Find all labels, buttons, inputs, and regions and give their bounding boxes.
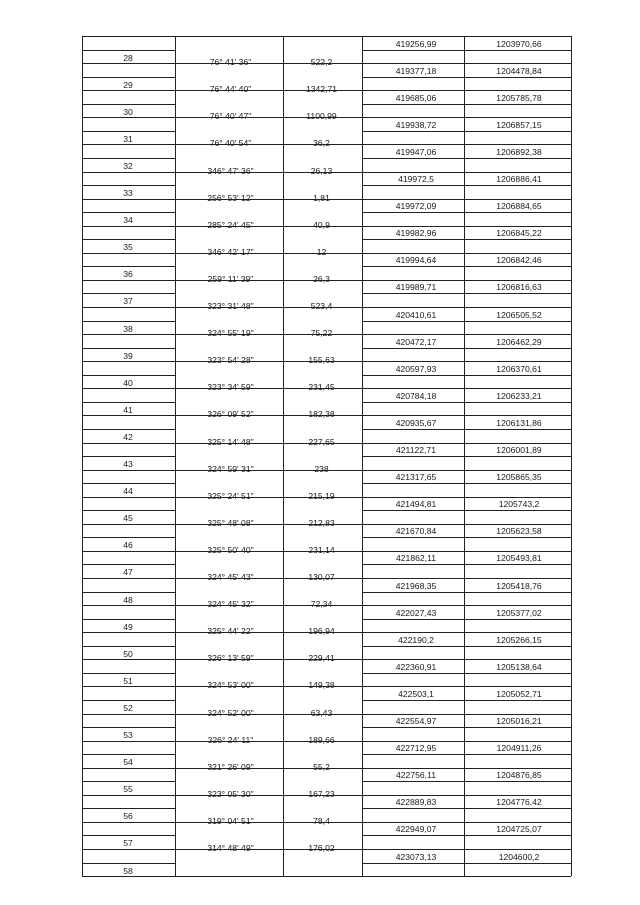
coordinate-x: 422027,43 (395, 607, 437, 618)
segment-distance: 196,94 (308, 626, 335, 637)
direction-angle: 314° 48' 49" (207, 843, 254, 853)
coordinate-x: 422360,91 (395, 661, 437, 672)
coordinate-y: 1206884,65 (496, 201, 542, 212)
coordinate-y: 1205865,35 (496, 472, 542, 483)
coordinate-x: 421122,71 (396, 445, 436, 456)
coordinate-x: 422712,95 (395, 743, 437, 754)
direction-angle: 259° 11' 39" (207, 273, 254, 284)
segment-divider (82, 592, 175, 593)
coordinate-x: 422554,97 (395, 716, 437, 727)
coord-divider (362, 348, 571, 349)
segment-distance: 523,4 (310, 301, 333, 311)
direction-angle: 323° 54' 28" (207, 355, 254, 366)
coordinate-x: 419972,5 (398, 174, 434, 185)
direction-angle: 324° 52' 00" (207, 707, 254, 718)
coord-divider (362, 77, 571, 78)
segment-distance: 238 (314, 463, 329, 474)
coord-divider (362, 808, 571, 809)
direction-angle: 326° 09' 52" (207, 409, 254, 420)
coordinate-y: 1206001,89 (496, 445, 542, 456)
segment-divider (82, 50, 175, 51)
segment-distance: 75,22 (310, 328, 333, 339)
coord-divider (362, 185, 571, 186)
coordinate-y: 1205493,81 (496, 553, 542, 564)
segment-divider (82, 104, 175, 105)
coordinate-y: 1206505,52 (496, 309, 542, 320)
segment-distance: 229,41 (308, 653, 335, 664)
segment-divider (82, 483, 175, 484)
segment-distance: 26,13 (310, 165, 333, 176)
coordinate-y: 1205785,78 (496, 92, 542, 103)
segment-distance: 26,3 (313, 273, 330, 284)
coordinate-y: 1204876,85 (496, 770, 542, 781)
coordinate-x: 421494,81 (395, 499, 437, 510)
point-number: 58 (123, 865, 133, 876)
segment-distance: 167,23 (308, 788, 335, 799)
coordinate-x: 419982,96 (395, 228, 437, 239)
direction-angle: 76° 40' 54" (209, 138, 252, 149)
coordinate-y: 1206131,86 (496, 417, 542, 428)
direction-angle: 325° 14' 48" (207, 436, 254, 447)
coord-divider (362, 754, 571, 755)
point-number: 55 (123, 784, 133, 795)
coordinate-x: 420597,93 (395, 363, 437, 374)
direction-angle: 325° 48' 08" (207, 517, 254, 528)
coordinate-y: 1205418,76 (496, 580, 542, 591)
coord-divider (362, 131, 571, 132)
coordinate-x: 420472,17 (395, 336, 437, 347)
coordinate-x: 419972,09 (395, 201, 437, 212)
coord-divider (362, 781, 571, 782)
segment-distance: 1342,71 (305, 84, 338, 95)
segment-distance: 1,81 (313, 192, 330, 203)
coordinate-y: 1204600,2 (498, 851, 540, 862)
coord-divider (362, 104, 571, 105)
direction-angle: 321° 26' 09" (207, 761, 254, 772)
point-number: 34 (123, 215, 133, 226)
direction-angle: 256° 53' 12" (207, 192, 254, 203)
segment-distance: 149,38 (308, 680, 335, 691)
segment-divider (82, 564, 175, 565)
coord-divider (362, 835, 571, 836)
segment-distance: 72,34 (310, 599, 333, 610)
direction-angle: 324° 45' 43" (207, 572, 254, 582)
segment-distance: 176,02 (308, 843, 335, 853)
segment-distance: 36,2 (313, 138, 330, 149)
point-number: 39 (123, 350, 133, 361)
segment-divider (82, 77, 175, 78)
coord-divider (362, 293, 571, 294)
coord-divider (362, 537, 571, 538)
coord-divider (362, 592, 571, 593)
coord-divider (362, 402, 571, 403)
segment-divider (82, 754, 175, 755)
point-number: 31 (123, 133, 133, 144)
coordinate-x: 422503,1 (398, 688, 434, 699)
coord-divider (362, 158, 571, 159)
segment-divider (82, 863, 175, 864)
segment-divider (82, 835, 175, 836)
point-number: 35 (123, 242, 133, 253)
point-number: 48 (123, 594, 133, 605)
point-number: 29 (123, 79, 133, 90)
coordinate-y: 1205138,64 (496, 661, 542, 672)
point-number: 45 (123, 513, 133, 524)
point-number: 32 (123, 160, 133, 171)
coord-divider (362, 619, 571, 620)
table-column-line (571, 36, 572, 876)
point-number: 42 (123, 431, 133, 442)
coordinate-x: 421862,11 (396, 553, 436, 564)
segment-divider (82, 537, 175, 538)
segment-divider (82, 619, 175, 620)
segment-distance: 78,4 (313, 815, 330, 826)
coord-divider (362, 239, 571, 240)
point-number: 44 (123, 486, 133, 497)
coordinate-x: 421968,35 (395, 580, 437, 591)
segment-divider (82, 781, 175, 782)
point-number: 28 (123, 52, 133, 63)
point-number: 38 (123, 323, 133, 334)
coordinate-x: 420784,18 (395, 390, 437, 401)
segment-divider (82, 510, 175, 511)
coordinate-x: 422949,07 (395, 824, 437, 835)
coord-divider (362, 564, 571, 565)
coordinate-y: 1206842,46 (496, 255, 542, 266)
direction-angle: 285° 24' 45" (207, 219, 254, 230)
direction-angle: 325° 50' 40" (207, 544, 254, 555)
segment-divider (82, 158, 175, 159)
coord-divider (362, 50, 571, 51)
segment-distance: 231,14 (308, 544, 335, 555)
coord-divider (362, 375, 571, 376)
segment-divider (82, 808, 175, 809)
point-number: 43 (123, 459, 133, 470)
segment-distance: 40,9 (313, 219, 330, 230)
table-bottom-line (82, 876, 571, 877)
coordinate-y: 1203970,66 (496, 38, 542, 49)
coordinate-x: 419994,64 (395, 255, 437, 266)
point-number: 53 (123, 730, 133, 741)
coordinate-y: 1205623,58 (496, 526, 542, 537)
coord-divider (362, 863, 571, 864)
coordinate-y: 1206845,22 (496, 228, 542, 239)
coord-divider (362, 429, 571, 430)
row-divider (82, 36, 571, 37)
segment-distance: 182,38 (308, 409, 335, 420)
segment-distance: 63,43 (310, 707, 333, 718)
coordinate-x: 421670,84 (395, 526, 437, 537)
coordinate-y: 1206892,38 (496, 146, 542, 157)
point-number: 57 (123, 838, 133, 849)
table-column-line (175, 36, 176, 876)
coordinate-x: 419256,99 (395, 38, 437, 49)
coordinate-y: 1206816,63 (496, 282, 542, 293)
point-number: 41 (123, 404, 133, 415)
coord-divider (362, 673, 571, 674)
segment-divider (82, 239, 175, 240)
direction-angle: 324° 59' 31" (207, 463, 254, 474)
coordinate-y: 1206233,21 (496, 390, 542, 401)
coordinate-x: 422889,83 (395, 797, 437, 808)
coordinate-y: 1205016,21 (496, 716, 542, 727)
direction-angle: 324° 55' 19" (207, 328, 254, 339)
segment-divider (82, 673, 175, 674)
segment-distance: 1100,99 (306, 111, 337, 122)
coordinate-x: 422190,2 (398, 634, 434, 645)
coordinate-y: 1206370,61 (496, 363, 542, 374)
point-number: 56 (123, 811, 133, 822)
segment-distance: 231,45 (308, 382, 335, 393)
segment-divider (82, 321, 175, 322)
coord-divider (362, 321, 571, 322)
segment-distance: 130,07 (308, 572, 335, 582)
coordinate-y: 1204776,42 (496, 797, 542, 808)
segment-divider (82, 402, 175, 403)
direction-angle: 324° 45' 32" (207, 599, 254, 610)
point-number: 49 (123, 621, 133, 632)
segment-distance: 215,19 (308, 490, 335, 501)
segment-divider (82, 646, 175, 647)
segment-divider (82, 212, 175, 213)
coordinate-x: 420410,61 (395, 309, 437, 320)
point-number: 54 (123, 757, 133, 768)
point-number: 37 (123, 296, 133, 307)
direction-angle: 76° 40' 47" (209, 111, 252, 122)
coordinate-x: 419377,18 (395, 65, 437, 76)
coordinate-y: 1204725,07 (496, 824, 542, 835)
point-number: 46 (123, 540, 133, 551)
coordinate-y: 1204478,84 (496, 65, 542, 76)
coord-divider (362, 456, 571, 457)
segment-distance: 522,2 (310, 57, 333, 68)
segment-distance: 55,2 (313, 761, 330, 772)
point-number: 33 (123, 188, 133, 199)
coordinate-x: 419989,71 (395, 282, 437, 293)
direction-angle: 325° 44' 22" (207, 626, 254, 637)
point-number: 36 (123, 269, 133, 280)
segment-divider (82, 293, 175, 294)
coordinate-x: 423073,13 (395, 851, 437, 862)
coordinate-y: 1205052,71 (496, 688, 542, 699)
point-number: 40 (123, 377, 133, 388)
point-number: 47 (123, 567, 133, 578)
segment-distance: 12 (316, 246, 327, 257)
coordinate-y: 1206462,29 (496, 336, 542, 347)
coordinate-y: 1206857,15 (496, 119, 542, 130)
coordinate-x: 421317,65 (395, 472, 437, 483)
coord-divider (362, 727, 571, 728)
direction-angle: 346° 42' 17" (207, 246, 254, 257)
point-number: 52 (123, 702, 133, 713)
coordinate-x: 419938,72 (395, 119, 437, 130)
direction-angle: 323° 34' 59" (207, 382, 254, 393)
coord-divider (362, 483, 571, 484)
segment-distance: 189,66 (308, 734, 335, 745)
segment-divider (82, 429, 175, 430)
segment-divider (82, 266, 175, 267)
segment-distance: 155,63 (308, 355, 335, 366)
coordinate-x: 419685,06 (395, 92, 437, 103)
segment-divider (82, 456, 175, 457)
direction-angle: 326° 24' 11" (207, 734, 254, 745)
segment-divider (82, 375, 175, 376)
coordinate-y: 1205266,15 (496, 634, 542, 645)
direction-angle: 323° 05' 30" (207, 788, 254, 799)
coord-divider (362, 266, 571, 267)
direction-angle: 323° 31' 48" (207, 301, 254, 311)
coordinate-x: 422756,11 (396, 770, 436, 781)
segment-divider (82, 348, 175, 349)
point-number: 51 (123, 675, 133, 686)
table-column-line (283, 36, 284, 876)
segment-divider (82, 131, 175, 132)
coordinate-y: 1206886,41 (496, 174, 542, 185)
segment-divider (82, 700, 175, 701)
direction-angle: 76° 41' 36" (209, 57, 252, 68)
segment-divider (82, 727, 175, 728)
coord-divider (362, 510, 571, 511)
direction-angle: 326° 13' 59" (207, 653, 254, 664)
direction-angle: 325° 24' 51" (207, 490, 254, 501)
direction-angle: 346° 47' 36" (207, 165, 254, 176)
coordinate-x: 419947,06 (395, 146, 437, 157)
coord-divider (362, 212, 571, 213)
coord-divider (362, 646, 571, 647)
direction-angle: 319° 04' 51" (207, 815, 254, 826)
segment-distance: 227,65 (308, 436, 335, 447)
coordinate-y: 1205377,02 (496, 607, 542, 618)
point-number: 50 (123, 648, 133, 659)
coordinate-y: 1204911,26 (496, 743, 542, 754)
segment-distance: 212,83 (308, 517, 335, 528)
coordinate-y: 1205743,2 (498, 499, 540, 510)
coord-divider (362, 700, 571, 701)
segment-divider (82, 185, 175, 186)
point-number: 30 (123, 106, 133, 117)
coordinate-x: 420935,67 (395, 417, 437, 428)
direction-angle: 76° 44' 40" (209, 84, 252, 95)
direction-angle: 324° 53' 00" (207, 680, 254, 691)
